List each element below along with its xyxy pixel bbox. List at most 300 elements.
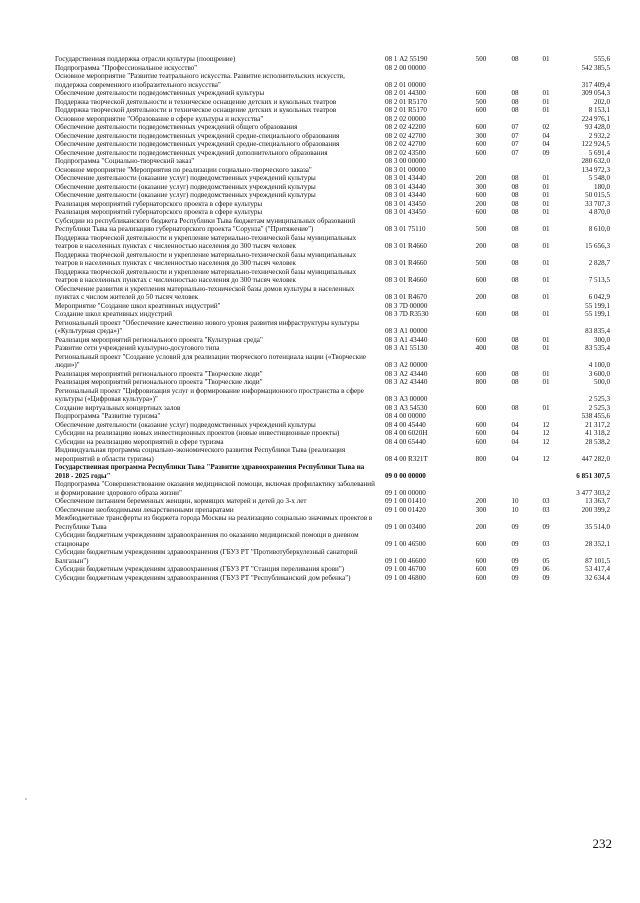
row-target-code: 08 3 А1 43440: [385, 335, 428, 344]
row-target-code: 08 3 01 R4660: [385, 276, 427, 284]
row-name: Обеспечение необходимыми лекарственными препаратами: [55, 505, 234, 514]
row-subsection: 01: [542, 174, 550, 182]
row-amount: 21 317,2: [585, 420, 610, 429]
row-section: [499, 353, 531, 370]
row-target-code: 08 3 7D 00000: [385, 301, 428, 310]
row-amount: 35 514,0: [585, 522, 610, 531]
row-section: 08: [511, 174, 519, 182]
row-name: Обеспечение деятельности (оказание услуг) подведомственных учреждений культуры: [55, 420, 316, 429]
row-expense-type: 600: [475, 539, 487, 548]
row-expense-type: 600: [475, 148, 487, 157]
row-subsection: 01: [542, 344, 550, 352]
row-amount: 3 600,0: [588, 369, 610, 378]
row-target-code: 08 3 01 00000: [385, 165, 426, 174]
row-target-code: 08 2 02 42200: [385, 123, 426, 131]
row-name: Субсидии из республиканского бюджета Республики Тыва бюджетам муниципальных образований Республики Тыва на реализацию губернаторского проекта "Сорунза" ("Притяжение"): [55, 216, 356, 233]
table-row: [55, 302, 610, 311]
table-row: [55, 463, 610, 480]
row-name: Основное мероприятие "Развитие театрального искусства. Развитие исполнительских искусств, поддержка современного изобразительного искусства": [55, 72, 345, 89]
row-subsection: 01: [542, 55, 550, 63]
row-name: Обеспечение деятельности (оказание услуг) подведомственных учреждений культуры: [55, 174, 316, 182]
budget-table: [55, 55, 610, 582]
row-name: Государственная программа Республики Тыва "Развитие здравоохранения Республики Тыва на 2018 - 2025 годы": [55, 463, 365, 480]
row-expense-type: 600: [475, 106, 487, 114]
table-row: [55, 191, 610, 200]
row-subsection: [531, 353, 561, 370]
row-amount: 122 924,5: [581, 140, 610, 148]
row-name: Субсидии бюджетным учреждениям здравоохранения (ГБУЗ РТ "Республиканский дом ребенка"): [55, 573, 351, 582]
row-name: Субсидии на реализацию мероприятий в сфере туризма: [55, 437, 224, 446]
row-subsection: 01: [542, 199, 550, 208]
row-subsection: 03: [542, 539, 550, 548]
row-expense-type: [463, 157, 499, 166]
row-subsection: [531, 463, 561, 480]
row-target-code: 08 2 01 R5170: [385, 106, 427, 114]
row-target-code: 08 4 00 65440: [385, 437, 426, 446]
table-row: [55, 72, 610, 89]
row-subsection: 01: [542, 242, 550, 250]
row-section: [499, 319, 531, 336]
table-row: [55, 251, 610, 268]
row-target-code: 09 1 00 46500: [385, 539, 426, 548]
row-target-code: 08 3 А1 00000: [385, 327, 428, 335]
scan-speck: [25, 798, 27, 800]
row-name: Обеспечение деятельности подведомственных учреждений культуры: [55, 89, 265, 97]
row-amount: 2 525,3: [588, 403, 610, 412]
row-name: Обеспечение деятельности (оказание услуг) подведомственных учреждений культуры: [55, 182, 316, 191]
row-name: Развитие сети учреждений культурно-досугового типа: [55, 344, 220, 352]
row-expense-type: [463, 412, 499, 421]
table-row: [55, 157, 610, 166]
row-amount: 224 976,1: [581, 114, 610, 123]
row-target-code: 09 0 00 00000: [385, 471, 426, 480]
row-subsection: 04: [542, 140, 550, 148]
row-section: 09: [511, 556, 519, 565]
row-subsection: [531, 412, 561, 421]
row-amount: 13 363,7: [585, 497, 610, 505]
row-expense-type: [463, 463, 499, 480]
row-expense-type: 600: [475, 208, 487, 216]
table-row: [55, 123, 610, 132]
table-row: [55, 285, 610, 302]
row-amount: 309 054,3: [581, 89, 610, 97]
row-section: 08: [511, 310, 519, 318]
row-target-code: 09 1 00 46700: [385, 565, 426, 573]
row-expense-type: 800: [475, 454, 487, 463]
row-target-code: 08 2 02 00000: [385, 114, 426, 123]
row-amount: 53 417,4: [585, 565, 610, 573]
table-row: [55, 565, 610, 574]
row-target-code: 09 1 00 01410: [385, 497, 426, 505]
row-amount: 32 634,4: [585, 573, 610, 582]
row-target-code: 08 3 01 R4670: [385, 293, 427, 301]
row-expense-type: 200: [475, 174, 487, 182]
row-amount: 93 428,0: [585, 123, 610, 131]
row-expense-type: 200: [475, 522, 487, 531]
row-target-code: 08 3 01 75110: [385, 225, 426, 233]
row-name: Обеспечение деятельности подведомственных учреждений дополнительного образования: [55, 148, 328, 157]
table-row: [55, 378, 610, 387]
row-target-code: 08 3 А2 43440: [385, 369, 428, 378]
row-target-code: 08 2 00 00000: [385, 63, 426, 72]
row-section: [499, 72, 531, 89]
row-amount: 83 535,4: [585, 344, 610, 352]
row-section: 07: [511, 140, 519, 148]
row-name: Поддержка творческой деятельности и техническое оснащение детских и кукольных театров: [55, 97, 337, 106]
row-expense-type: 600: [475, 123, 487, 131]
table-row: [55, 438, 610, 447]
row-amount: 300,0: [594, 335, 610, 344]
row-amount: 2 932,2: [588, 131, 610, 140]
row-section: 08: [511, 106, 519, 114]
row-expense-type: 200: [475, 199, 487, 208]
row-expense-type: [463, 353, 499, 370]
row-section: 09: [511, 565, 519, 573]
row-section: [499, 64, 531, 73]
row-target-code: 08 4 00 45440: [385, 420, 426, 429]
row-expense-type: 600: [475, 420, 487, 429]
row-target-code: 08 3 А1 55130: [385, 344, 428, 352]
row-amount: 2 525,3: [588, 395, 610, 403]
table-row: [55, 353, 610, 370]
row-target-code: 08 4 00 6020Н: [385, 429, 428, 437]
row-expense-type: [463, 319, 499, 336]
row-subsection: 01: [542, 335, 550, 344]
row-target-code: 09 1 00 46600: [385, 556, 426, 565]
row-expense-type: 600: [475, 140, 487, 148]
table-row: [55, 174, 610, 183]
row-target-code: 08 3 А3 00000: [385, 395, 428, 403]
page-number: 232: [592, 836, 612, 851]
row-subsection: 01: [542, 310, 550, 318]
row-expense-type: 600: [475, 573, 487, 582]
table-row: [55, 115, 610, 124]
row-name: Обеспечение деятельности (оказание услуг) подведомственных учреждений культуры: [55, 191, 316, 199]
table-row: [55, 310, 610, 319]
row-section: 04: [511, 420, 519, 429]
row-target-code: 08 3 01 43440: [385, 174, 426, 182]
row-target-code: 09 1 00 46800: [385, 573, 426, 582]
row-section: [499, 387, 531, 404]
row-amount: 7 513,5: [588, 276, 610, 284]
table-row: [55, 200, 610, 209]
row-expense-type: 600: [475, 276, 487, 284]
row-expense-type: 600: [475, 565, 487, 573]
row-section: 08: [511, 208, 519, 216]
row-name: Мероприятие "Создание школ креативных индустрий": [55, 301, 221, 310]
row-section: 08: [511, 276, 519, 284]
table-row: [55, 89, 610, 98]
row-amount: 5 691,4: [588, 148, 610, 157]
row-name: Региональный проект "Создание условий для реализации творческого потенциала нации («Творческие люди»)": [55, 352, 367, 369]
row-subsection: 09: [542, 148, 550, 157]
row-name: Подпрограмма "Совершенствование оказания медицинской помощи, включая профилактику заболеваний и формирование здорового образа жизни": [55, 480, 375, 497]
row-amount: 555,6: [594, 55, 610, 63]
row-expense-type: [463, 387, 499, 404]
row-expense-type: 500: [475, 55, 487, 63]
row-expense-type: 800: [475, 378, 487, 386]
row-subsection: [531, 319, 561, 336]
row-amount: 200 399,2: [581, 505, 610, 514]
row-expense-type: 200: [475, 497, 487, 505]
table-row: [55, 344, 610, 353]
row-amount: 542 385,5: [581, 63, 610, 72]
row-name: Субсидии бюджетным учреждениям здравоохранения (ГБУЗ РТ "Станция переливания крови"): [55, 565, 345, 573]
row-subsection: [531, 157, 561, 166]
table-row: [55, 64, 610, 73]
row-target-code: 08 2 02 42700: [385, 131, 426, 140]
row-subsection: 01: [542, 191, 550, 199]
row-section: 09: [511, 539, 519, 548]
row-subsection: [531, 115, 561, 124]
row-expense-type: 600: [475, 335, 487, 344]
row-expense-type: [463, 166, 499, 175]
row-expense-type: 400: [475, 344, 487, 352]
table-row: [55, 574, 610, 583]
row-section: 04: [511, 454, 519, 463]
row-section: 08: [511, 344, 519, 352]
table-row: [55, 404, 610, 413]
row-section: 08: [511, 55, 519, 63]
row-amount: 280 632,0: [581, 157, 610, 165]
row-target-code: 08 3 01 43440: [385, 191, 426, 199]
row-section: 08: [511, 191, 519, 199]
row-target-code: 09 1 00 03400: [385, 522, 426, 531]
row-expense-type: 600: [475, 369, 487, 378]
table-row: [55, 548, 610, 565]
row-amount: 2 828,7: [588, 259, 610, 267]
row-amount: 202,0: [594, 97, 610, 106]
row-expense-type: 200: [475, 293, 487, 301]
row-subsection: 09: [542, 522, 550, 531]
table-row: [55, 446, 610, 463]
row-amount: 87 101,5: [585, 556, 610, 565]
row-amount: 538 455,6: [581, 412, 610, 420]
row-section: 07: [511, 123, 519, 131]
row-expense-type: 500: [475, 259, 487, 267]
row-section: [499, 157, 531, 166]
row-subsection: [531, 166, 561, 175]
row-subsection: 01: [542, 225, 550, 233]
row-section: 07: [511, 148, 519, 157]
row-subsection: 01: [542, 106, 550, 114]
row-target-code: 08 2 01 R5170: [385, 97, 427, 106]
row-name: Подпрограмма "Профессиональное искусство": [55, 63, 198, 72]
row-name: Субсидии на реализацию новых инвестиционных проектов (новые инвестиционные проекты): [55, 429, 340, 437]
row-target-code: 08 3 00 00000: [385, 157, 426, 165]
row-subsection: [531, 64, 561, 73]
row-expense-type: 600: [475, 310, 487, 318]
row-subsection: 12: [542, 420, 550, 429]
row-amount: 4 100,0: [588, 361, 610, 369]
row-name: Субсидии бюджетным учреждениям здравоохранения (ГБУЗ РТ "Противотуберкулезный санаторий Балгазын"): [55, 548, 358, 565]
row-target-code: 08 3 01 R4660: [385, 242, 427, 250]
table-row: [55, 497, 610, 506]
row-target-code: 08 3 01 43450: [385, 199, 426, 208]
row-subsection: [531, 302, 561, 311]
row-amount: 55 199,1: [585, 301, 610, 310]
table-row: [55, 55, 610, 64]
row-expense-type: 600: [475, 429, 487, 437]
row-target-code: 08 2 01 00000: [385, 80, 426, 89]
table-row: [55, 480, 610, 497]
row-name: Обеспечение деятельности подведомственных учреждений общего образования: [55, 123, 298, 131]
row-target-code: 08 3 01 R4660: [385, 259, 427, 267]
row-expense-type: [463, 302, 499, 311]
row-section: [499, 412, 531, 421]
row-name: Обеспечение деятельности подведомственных учреждений средне-специального образования: [55, 131, 340, 140]
row-section: 08: [511, 97, 519, 106]
table-row: [55, 217, 610, 234]
row-amount: 500,0: [594, 378, 610, 386]
row-amount: 33 707,3: [585, 199, 610, 208]
table-row: [55, 208, 610, 217]
row-section: 08: [511, 378, 519, 386]
row-target-code: 08 3 А3 54530: [385, 403, 428, 412]
row-expense-type: 600: [475, 403, 487, 412]
row-name: Создание виртуальных концертных залов: [55, 403, 181, 412]
row-amount: 3 477 303,2: [576, 488, 610, 497]
row-amount: 447 282,0: [581, 454, 610, 463]
row-expense-type: 500: [475, 225, 487, 233]
table-row: [55, 412, 610, 421]
row-name: Поддержка творческой деятельности и техническое оснащение детских и кукольных театров: [55, 106, 337, 114]
table-row: [55, 319, 610, 336]
row-name: Реализация мероприятий регионального проекта "Культурная среда": [55, 335, 263, 344]
table-row: [55, 268, 610, 285]
row-subsection: 12: [542, 429, 550, 437]
row-name: Межбюджетные трансферты из бюджета города Москвы на реализацию социально значимых проектов в Республике Тыва: [55, 514, 373, 531]
row-target-code: 08 4 00 R321Т: [385, 454, 428, 463]
row-target-code: 08 2 02 42700: [385, 140, 426, 148]
row-section: 10: [511, 505, 519, 514]
row-subsection: 01: [542, 369, 550, 378]
row-subsection: 01: [542, 276, 550, 284]
row-subsection: 02: [542, 123, 550, 131]
row-amount: 28 352,1: [585, 539, 610, 548]
row-subsection: [531, 480, 561, 497]
row-subsection: 01: [542, 182, 550, 191]
row-expense-type: 600: [475, 556, 487, 565]
row-name: Региональный проект "Цифровизация услуг и формирование информационного пространства в сфере культуры («Цифровая культура»)": [55, 386, 364, 403]
row-section: 07: [511, 131, 519, 140]
row-section: 08: [511, 335, 519, 344]
row-expense-type: 500: [475, 97, 487, 106]
row-name: Обеспечение питанием беременных женщин, кормящих матерей и детей до 3-х лет: [55, 497, 307, 505]
row-subsection: 09: [542, 573, 550, 582]
table-row: [55, 140, 610, 149]
row-name: Региональный проект "Обеспечение качественно нового уровня развития инфраструктуры культуры («Культурная среда»)": [55, 318, 360, 335]
row-name: Поддержка творческой деятельности и укрепление материально-технической базы муниципальных театров в населенных пунктах с численностью населения до 300 тысяч человек: [55, 250, 357, 267]
row-section: [499, 302, 531, 311]
row-name: Государственная поддержка отрасли культуры (поощрение): [55, 55, 236, 63]
row-subsection: 01: [542, 89, 550, 97]
row-section: 09: [511, 573, 519, 582]
row-name: Индивидуальная программа социально-экономического развития Республики Тыва (реализация мероприятий в области туризма): [55, 446, 346, 463]
table-row: [55, 149, 610, 158]
table-row: [55, 387, 610, 404]
row-subsection: 03: [542, 505, 550, 514]
row-section: 08: [511, 89, 519, 97]
budget-table-body: [55, 55, 610, 582]
row-amount: 5 548,0: [588, 174, 610, 182]
row-expense-type: 600: [475, 89, 487, 97]
row-amount: 55 199,1: [585, 310, 610, 318]
row-subsection: 01: [542, 403, 550, 412]
row-section: [499, 166, 531, 175]
row-section: 10: [511, 497, 519, 505]
row-expense-type: 200: [475, 242, 487, 250]
row-expense-type: 600: [475, 191, 487, 199]
row-name: Реализация мероприятий губернаторского проекта в сфере культуры: [55, 208, 263, 216]
table-row: [55, 429, 610, 438]
row-amount: 8 610,0: [588, 225, 610, 233]
row-target-code: 08 3 А2 00000: [385, 361, 428, 369]
table-row: [55, 183, 610, 192]
row-target-code: 08 3 7D R3530: [385, 310, 429, 318]
row-expense-type: [463, 480, 499, 497]
row-target-code: 09 1 00 00000: [385, 488, 426, 497]
row-section: 04: [511, 437, 519, 446]
row-target-code: 08 3 01 43450: [385, 208, 426, 216]
row-expense-type: 600: [475, 437, 487, 446]
row-subsection: 06: [542, 565, 550, 573]
row-subsection: [531, 72, 561, 89]
row-expense-type: [463, 72, 499, 89]
row-subsection: 01: [542, 259, 550, 267]
row-target-code: 08 3 А2 43440: [385, 378, 428, 386]
table-row: [55, 98, 610, 107]
row-subsection: 03: [542, 497, 550, 505]
row-target-code: 09 1 00 01420: [385, 505, 426, 514]
table-row: [55, 506, 610, 515]
row-expense-type: 300: [475, 182, 487, 191]
row-section: 04: [511, 429, 519, 437]
table-row: [55, 336, 610, 345]
row-expense-type: [463, 64, 499, 73]
row-subsection: 01: [542, 378, 550, 386]
row-subsection: 05: [542, 556, 550, 565]
row-target-code: 08 1 А2 55190: [385, 55, 428, 63]
row-section: 09: [511, 522, 519, 531]
row-amount: 6 042,9: [588, 293, 610, 301]
row-amount: 50 015,5: [585, 191, 610, 199]
row-expense-type: 300: [475, 505, 487, 514]
row-section: 08: [511, 242, 519, 250]
table-row: [55, 370, 610, 379]
row-amount: 134 972,3: [581, 165, 610, 174]
row-expense-type: [463, 115, 499, 124]
row-section: 08: [511, 293, 519, 301]
table-row: [55, 166, 610, 175]
row-name: Обеспечение деятельности подведомственных учреждений средне-специального образования: [55, 140, 340, 148]
table-row: [55, 132, 610, 141]
row-amount: 41 318,2: [585, 429, 610, 437]
row-name: Обеспечение развития и укрепления материально-технической базы домов культуры в населенных пунктах с числом жителей до 50 тысяч человек: [55, 284, 355, 301]
row-section: 08: [511, 259, 519, 267]
row-subsection: 04: [542, 131, 550, 140]
table-row: [55, 514, 610, 531]
row-name: Подпрограмма "Социально-творческий заказ": [55, 157, 195, 165]
row-target-code: 08 2 01 44300: [385, 89, 426, 97]
row-section: [499, 480, 531, 497]
table-row: [55, 106, 610, 115]
table-row: [55, 421, 610, 430]
row-name: Основное мероприятие "Образование в сфере культуры и искусства": [55, 114, 264, 123]
row-subsection: 01: [542, 293, 550, 301]
row-name: Реализация мероприятий губернаторского проекта в сфере культуры: [55, 199, 263, 208]
table-row: [55, 234, 610, 251]
